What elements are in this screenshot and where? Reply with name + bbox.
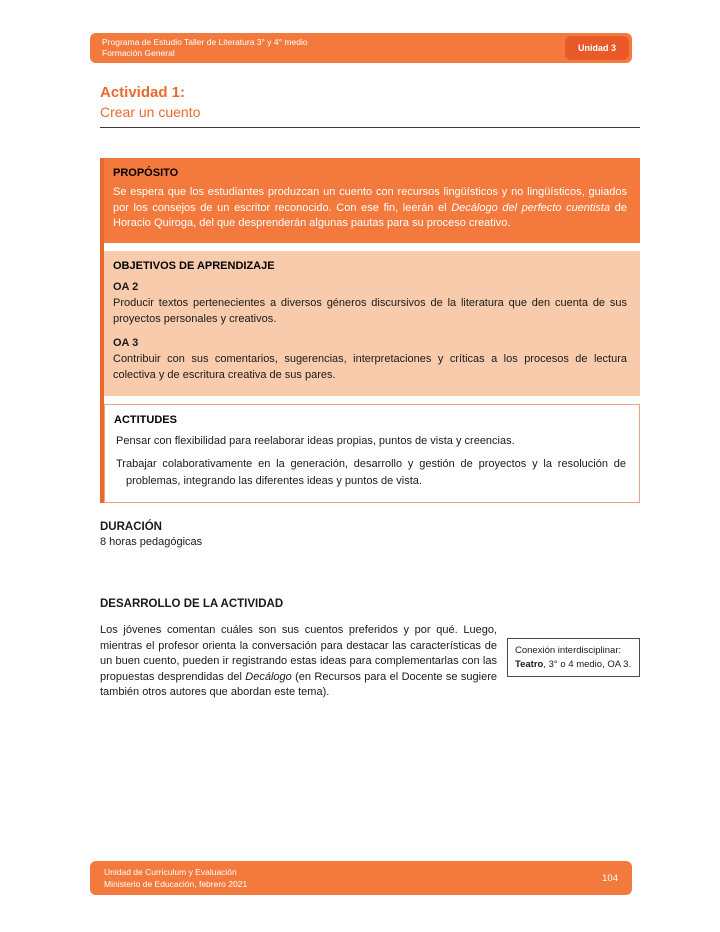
proposito-text-italic: Decálogo del perfecto cuentista bbox=[451, 201, 611, 214]
footer-org: Unidad de Curriculum y Evaluación bbox=[104, 866, 237, 877]
program-subtitle: Formación General bbox=[102, 48, 175, 58]
actitudes-box bbox=[104, 404, 640, 504]
desarrollo-text-italic: Decálogo bbox=[245, 670, 292, 683]
actitudes-item: Pensar con flexibilidad para reelaborar ideas propias, puntos de vista y creencias. bbox=[116, 434, 515, 447]
objetivos-heading: OBJETIVOS DE APRENDIZAJE bbox=[113, 259, 275, 272]
unit-badge: Unidad 3 bbox=[565, 36, 629, 60]
footer-ministry: Ministerio de Educación, febrero 2021 bbox=[104, 879, 248, 889]
activity-title: Actividad 1: bbox=[100, 84, 186, 101]
proposito-text-before: Se espera que los estudiantes produzcan un cuento con recursos lingüísticos y no lingüísticos, guiados por los consejos de un escritor reconocido. Con ese fin, leerán el bbox=[113, 186, 627, 214]
desarrollo-text-after: (en Recursos para el Docente se sugiere también otros autores que abordan este tema). bbox=[100, 670, 497, 699]
duracion-heading: DURACIÓN bbox=[100, 521, 162, 534]
desarrollo-section bbox=[100, 623, 640, 701]
page-content bbox=[100, 84, 640, 701]
duracion-section bbox=[100, 521, 640, 548]
info-boxes bbox=[100, 158, 640, 503]
duracion-value: 8 horas pedagógicas bbox=[100, 536, 203, 549]
footer-text bbox=[104, 866, 247, 891]
proposito-heading: PROPÓSITO bbox=[113, 167, 179, 179]
desarrollo-heading: DESARROLLO DE LA ACTIVIDAD bbox=[100, 598, 284, 611]
proposito-box bbox=[104, 158, 640, 243]
oa2-text: Producir textos pertenecientes a diversos géneros discursivos de la literatura que den cuenta de sus proyectos personales y creativos. bbox=[113, 296, 627, 326]
footer-bar bbox=[90, 861, 632, 895]
program-title: Programa de Estudio Taller de Literatura 3° y 4° medio bbox=[102, 36, 308, 47]
header-bar bbox=[90, 33, 632, 63]
oa2-label: OA 2 bbox=[113, 280, 139, 293]
oa3-text: Contribuir con sus comentarios, sugerencias, interpretaciones y críticas a los procesos de lectura colectiva y de escritura creativa de sus pares. bbox=[113, 352, 627, 382]
actitudes-item: Trabajar colaborativamente en la generación, desarrollo y gestión de proyectos y la resolución de problemas, integrando las diferentes ideas y puntos de vista. bbox=[116, 458, 626, 487]
objetivos-box bbox=[104, 251, 640, 396]
sidebox-label: Conexión interdisciplinar: bbox=[515, 645, 622, 657]
activity-subtitle: Crear un cuento bbox=[100, 104, 201, 120]
page-number: 104 bbox=[602, 872, 618, 884]
desarrollo-paragraph bbox=[100, 623, 497, 701]
proposito-text-after: de Horacio Quiroga, del que desprenderán algunas pautas para su proceso creativo. bbox=[113, 201, 627, 230]
oa3-label: OA 3 bbox=[113, 336, 139, 349]
proposito-body bbox=[113, 185, 627, 232]
interdisciplinary-connection-box bbox=[507, 638, 640, 677]
actitudes-heading: ACTITUDES bbox=[114, 413, 177, 426]
sidebox-rest: , 3° o 4 medio, OA 3. bbox=[543, 658, 632, 670]
desarrollo-text-before: Los jóvenes comentan cuáles son sus cuentos preferidos y por qué. Luego, mientras el profesor orienta la conversación para destacar las características de un buen cuento, pueden ir registrando estas ideas para complementarlas con las propuestas desprendidas del bbox=[100, 624, 497, 683]
title-divider bbox=[100, 127, 640, 128]
header-text bbox=[102, 37, 308, 60]
sidebox-subject: Teatro bbox=[515, 658, 544, 670]
